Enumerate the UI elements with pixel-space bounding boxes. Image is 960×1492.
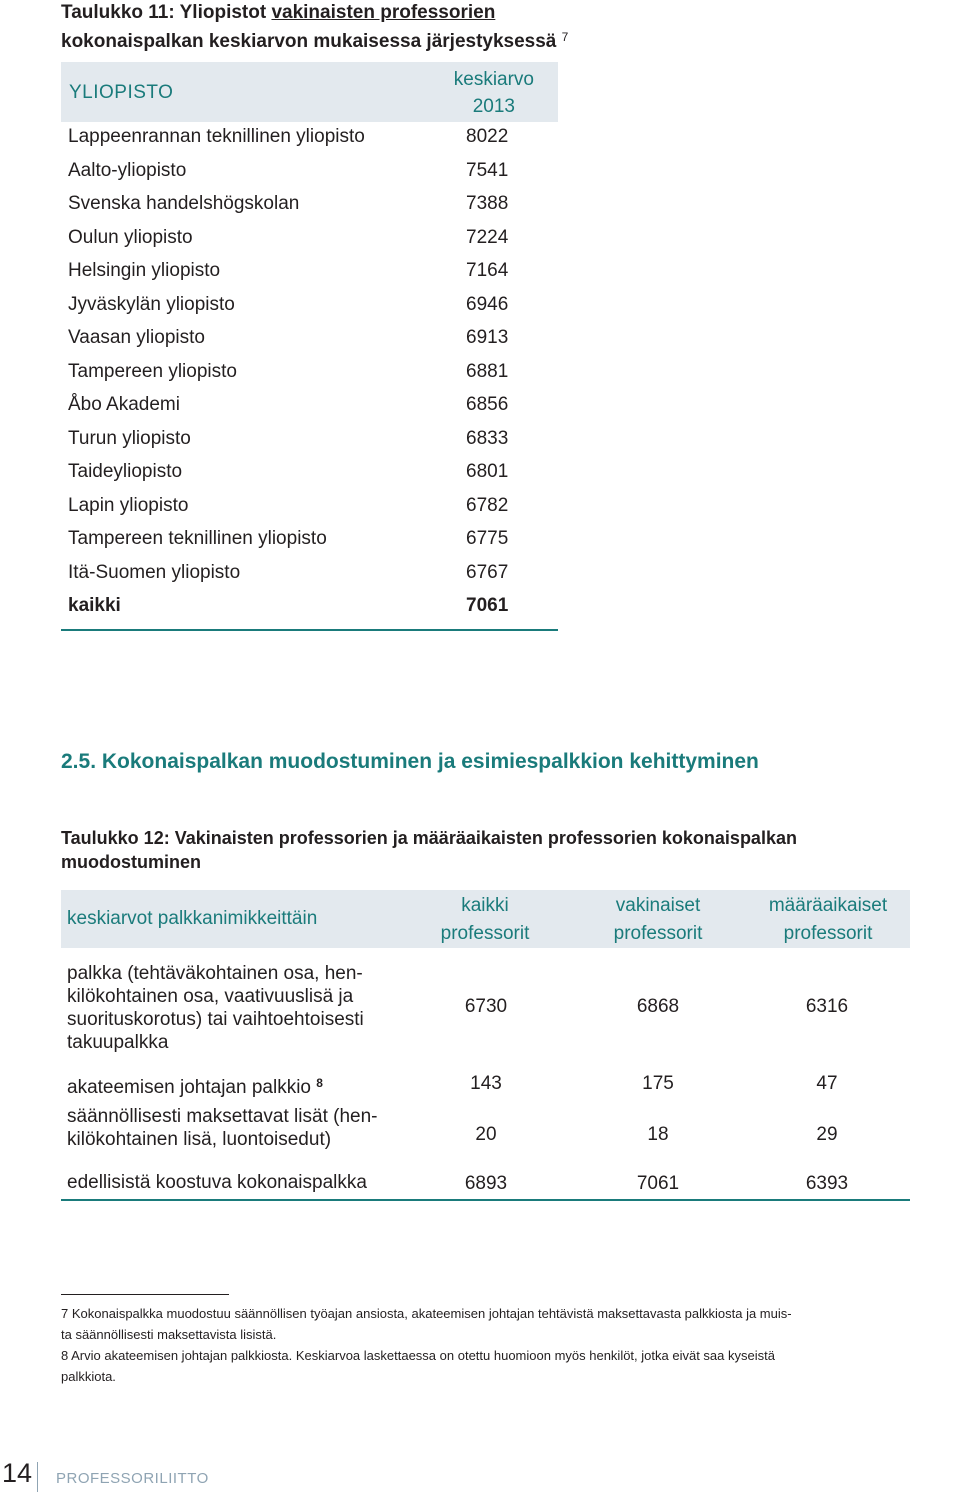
table11-row (61, 189, 558, 223)
average-salary: 6913 (466, 327, 509, 348)
average-salary: 6833 (466, 427, 509, 449)
table11-row (61, 290, 558, 324)
table12-row-total-fixed: 6393 (805, 1173, 849, 1194)
average-salary: 6881 (466, 360, 509, 382)
average-salary: 7224 (466, 226, 509, 248)
university-name: Jyväskylän yliopisto (68, 293, 235, 315)
university-name: Taideyliopisto (68, 461, 183, 482)
table11-caption-line2: kokonaispalkan keskiarvon mukaisessa järjestyksessä $^7$ (61, 30, 569, 52)
table12-header (61, 890, 910, 948)
publication-name: PROFESSORILIITTO (56, 1470, 209, 1487)
table11-row (61, 357, 558, 391)
university-name: Itä-Suomen yliopisto (68, 561, 241, 583)
university-name: Åbo Akademi (68, 394, 180, 415)
table12-row-salary-permanent: 6868 (636, 996, 680, 1017)
average-salary: 6856 (466, 394, 509, 415)
average-salary: 8022 (466, 126, 509, 147)
average-salary: 6782 (466, 494, 509, 516)
table11-row (61, 424, 558, 458)
table11-row (61, 156, 558, 190)
university-name: Oulun yliopisto (68, 226, 193, 248)
average-salary: 7164 (466, 260, 509, 281)
average-salary: 6767 (466, 561, 509, 583)
table12-bottom-rule (61, 1199, 910, 1201)
footnote-separator (61, 1294, 229, 1295)
table12-row-bonus-permanent: 18 (647, 1124, 669, 1145)
university-name: Svenska handelshögskolan (68, 193, 300, 214)
university-name: Turun yliopisto (68, 427, 191, 449)
table12-caption: Taulukko 12: Vakinaisten professorien ja määräaikaisten professorien kokonaispalkan muodostuminen (61, 828, 797, 872)
university-name: Helsingin yliopisto (68, 260, 221, 281)
university-name: Vaasan yliopisto (68, 327, 205, 348)
table12-row-bonus-all: 20 (475, 1124, 497, 1145)
university-name: Tampereen yliopisto (68, 360, 237, 382)
table12-row-total-all: 6893 (464, 1173, 508, 1194)
table12-row-fee-permanent: 175 (642, 1073, 674, 1094)
table11-bottom-rule (61, 629, 558, 631)
table12-row-bonus-fixed: 29 (816, 1124, 838, 1145)
university-name: Aalto-yliopisto (68, 159, 187, 181)
table12-row-salary-label: palkka (tehtäväkohtainen osa, hen- kilökohtainen osa, vaativuuslisä ja suorituskorotus) tai vaihtoehtoisesti takuupalkka (67, 963, 364, 1053)
table12-row-salary-all: 6730 (464, 996, 508, 1017)
footnote-ref-8: 8 (316, 1076, 323, 1090)
table12-row-salary-fixed: 6316 (805, 996, 849, 1017)
average-salary: 7061 (466, 595, 509, 616)
table11-row (61, 591, 558, 625)
table12-row-fee-label: akateemisen johtajan palkkio $^8$ (67, 1076, 323, 1098)
table12-row-fee-all: 143 (470, 1073, 502, 1094)
table11-col-average: keskiarvo 2013 (453, 69, 534, 117)
table11-header (61, 62, 558, 122)
average-salary: 6946 (466, 293, 509, 315)
table12-row-total-permanent: 7061 (636, 1173, 680, 1194)
table12-row-fee-fixed: 47 (816, 1073, 838, 1094)
folio-divider (37, 1462, 38, 1492)
table11-body (61, 122, 558, 625)
table12-row-bonus-label: säännöllisesti maksettavat lisät (hen- kilökohtainen lisä, luontoisedut) (67, 1106, 378, 1150)
table12-row-total-label: edellisistä koostuva kokonaispalkka (67, 1172, 367, 1193)
footnote-8: 8 Arvio akateemisen johtajan palkkiosta. Keskiarvoa laskettaessa on otettu huomioon myös henkilöt, jotka eivät saa kyseistä palkkiota. (61, 1348, 775, 1384)
table11-col-university: YLIOPISTO (69, 82, 174, 103)
average-salary: 6775 (466, 528, 509, 549)
average-salary: 6801 (466, 461, 509, 482)
section-title: 2.5. Kokonaispalkan muodostuminen ja esimiespalkkion kehittyminen (61, 750, 759, 773)
table11-row (61, 122, 558, 156)
table11-row (61, 524, 558, 558)
table11-caption (61, 1, 568, 54)
table11-row (61, 558, 558, 592)
table11-caption-underlined: vakinaisten professorien (271, 2, 496, 23)
table11-row (61, 457, 558, 491)
table11-row (61, 223, 558, 257)
university-name: Lapin yliopisto (68, 494, 189, 516)
table11-row (61, 390, 558, 424)
footnote-7: 7 Kokonaispalkka muodostuu säännöllisen työajan ansiosta, akateemisen johtajan tehtävistä maksettavasta palkkiosta ja muis- ta säännöllisesti maksettavista lisistä. (61, 1306, 792, 1342)
table11-row (61, 256, 558, 290)
table12-col-fixed-term: määräaikaiset professorit (768, 895, 888, 944)
university-name: Tampereen teknillinen yliopisto (68, 528, 327, 549)
average-salary: 7541 (466, 159, 509, 181)
table12-col-label: keskiarvot palkkanimikkeittäin (67, 908, 318, 929)
table11 (61, 62, 558, 631)
university-name: kaikki (68, 595, 121, 616)
average-salary: 7388 (466, 193, 509, 214)
university-name: Lappeenrannan teknillinen yliopisto (68, 126, 365, 147)
table11-row (61, 323, 558, 357)
page-number: 14 (2, 1458, 33, 1488)
table12-col-permanent: vakinaiset professorit (613, 895, 703, 944)
footnote-ref-7: 7 (561, 30, 569, 44)
table12-col-all: kaikki professorit (440, 895, 530, 944)
table11-caption-line1: Taulukko 11: Yliopistot vakinaisten professorien (61, 2, 496, 23)
table11-row (61, 491, 558, 525)
